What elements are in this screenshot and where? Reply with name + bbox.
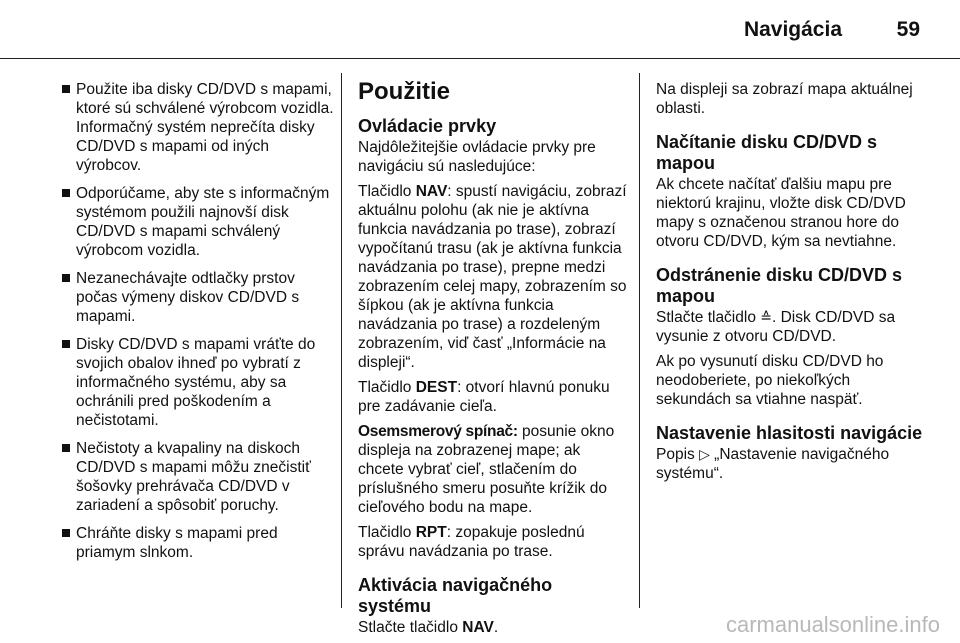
- subheading-controls: Ovládacie prvky: [358, 116, 497, 136]
- eject-icon: ≙: [760, 309, 772, 325]
- section-heading-usage: Použitie: [358, 78, 451, 105]
- remove-text-b: . Disk CD/DVD sa vysunie z otvoru CD/DVD.: [656, 309, 896, 345]
- activation-key-label: NAV: [462, 619, 494, 636]
- page-header: [0, 0, 960, 60]
- dest-key-label: DEST: [415, 379, 458, 396]
- dest-description: : otvorí hlavnú ponuku pre zadávanie cieľa.: [358, 379, 610, 415]
- paragraph-remove-disc: [656, 308, 924, 346]
- reference-arrow-icon: ▷: [699, 446, 710, 462]
- subheading-remove-disc: Odstránenie disku CD/DVD s mapou: [656, 265, 903, 306]
- paragraph-switch: [358, 422, 630, 517]
- column-separator-1: [341, 73, 342, 608]
- column-3: [656, 80, 924, 489]
- activation-text: Stlačte tlačidlo: [358, 619, 463, 636]
- header-rule: [0, 58, 960, 59]
- subheading-volume: Nastavenie hlasitosti navigácie: [656, 423, 923, 443]
- list-item: Použite iba disky CD/DVD s mapami, ktoré sú schválené výrobcom vozidla. Informačný systém neprečíta disky CD/DVD s mapami od iných výrobcov.: [62, 80, 337, 175]
- subheading-activation: Aktivácia navigačného systému: [358, 575, 553, 616]
- paragraph-volume: [656, 445, 924, 483]
- paragraph-load-disc: Ak chcete načítať ďalšiu mapu pre niektorú krajinu, vložte disk CD/DVD mapy s označenou stranou hore do otvoru CD/DVD, kým sa nevtiahne.: [656, 176, 906, 250]
- watermark: carmanualsonline.info: [725, 612, 940, 637]
- list-item: Odporúčame, aby ste s informačným systémom použili najnovší disk CD/DVD s mapami schválený výrobcom vozidla.: [62, 184, 337, 260]
- nav-key-label: NAV: [415, 183, 448, 200]
- paragraph-dest: Tlačidlo DEST: otvorí hlavnú ponuku pre zadávanie cieľa.: [358, 379, 610, 415]
- volume-text-a: Popis: [656, 446, 700, 463]
- switch-description: posunie okno displeja na zobrazenej mape; ak chcete vybrať cieľ, stlačením do príslušného smeru posuňte krížik do cieľového bodu na mape.: [358, 423, 615, 516]
- remove-text-a: Stlačte tlačidlo: [656, 309, 761, 326]
- subheading-load-disc: Načítanie disku CD/DVD s mapou: [656, 132, 878, 173]
- list-item: Disky CD/DVD s mapami vráťte do svojich obalov ihneď po vybratí z informačného systému, aby sa ochránili pred poškodením a nečistotami.: [62, 335, 337, 430]
- header-title: Navigácia: [743, 18, 842, 41]
- list-item: Nečistoty a kvapaliny na diskoch CD/DVD s mapami môžu znečistiť šošovky prehrávača CD/DVD v zariadení a spôsobiť poruchy.: [62, 439, 337, 515]
- column-separator-2: [639, 73, 640, 608]
- controls-intro: Najdôležitejšie ovládacie prvky pre navigáciu sú nasledujúce:: [358, 139, 596, 175]
- rpt-key-label: RPT: [415, 524, 447, 541]
- page-number: 59: [896, 18, 920, 41]
- list-item: Nezanechávajte odtlačky prstov počas výmeny diskov CD/DVD s mapami.: [62, 269, 337, 326]
- paragraph-activation: [358, 618, 630, 637]
- column-1: [62, 80, 337, 571]
- map-display-intro: Na displeji sa zobrazí mapa aktuálnej oblasti.: [656, 81, 913, 117]
- paragraph-remove-disc-2: Ak po vysunutí disku CD/DVD ho neodoberiete, po niekoľkých sekundách sa vtiahne naspäť.: [656, 353, 884, 408]
- switch-label: Osemsmerový spínač:: [358, 423, 518, 440]
- paragraph-rpt: Tlačidlo RPT: zopakuje poslednú správu navádzania po trase.: [358, 524, 585, 560]
- disc-care-list: [62, 80, 337, 562]
- list-item: Chráňte disky s mapami pred priamym slnkom.: [62, 524, 337, 562]
- paragraph-nav: Tlačidlo NAV: spustí navigáciu, zobrazí aktuálnu polohu (ak nie je aktívna funkcia navádzania po trase), zobrazí vypočítanú trasu (ak je aktívna funkcia navádzania po trase), prepne medzi zobrazením celej mapy, zobrazením so šípkou (ak je aktívna funkcia navádzania po trase) a rozdeleným zobrazením, viď časť „Informácie na displeji“.: [358, 183, 627, 371]
- column-2: [358, 78, 630, 643]
- activation-end: .: [493, 619, 499, 636]
- nav-description: : spustí navigáciu, zobrazí aktuálnu polohu (ak nie je aktívna funkcia navádzania po trase), zobrazí vypočítanú trasu (ak je aktívna funkcia navádzania po trase), prepne medzi zobrazením celej mapy, zobrazením so šípkou (ak je aktívna funkcia navádzania po trase) a rozdeleným zobrazením, viď časť „Informácie na displeji“.: [358, 183, 627, 371]
- rpt-description: : zopakuje poslednú správu navádzania po trase.: [358, 524, 585, 560]
- volume-text-b: „Nastavenie navigačného systému“.: [656, 446, 890, 482]
